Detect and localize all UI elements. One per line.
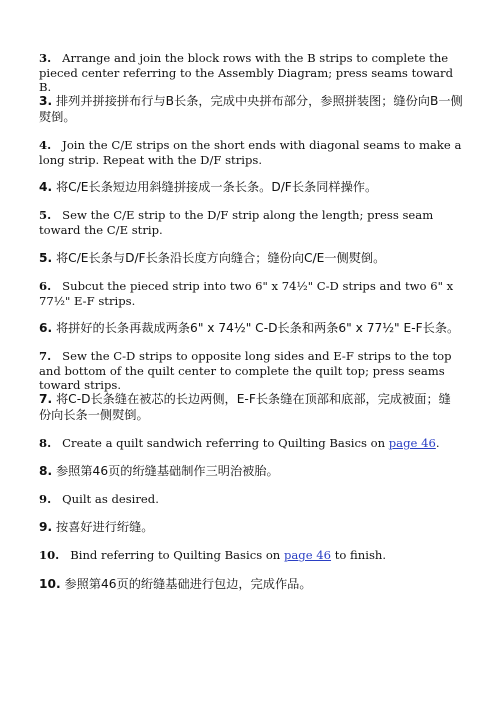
step-7-english	[39, 349, 463, 393]
step-8-chinese	[39, 463, 463, 479]
step-text: Arrange and join the block rows with the B strips to complete the pieced center referring to the Assembly Diagram; press seams toward B.	[39, 51, 454, 94]
step-6-english	[39, 279, 463, 308]
step-8-english	[39, 436, 463, 451]
step-9-chinese	[39, 519, 463, 535]
step-number: 3.	[39, 51, 52, 65]
step-number: 4.	[39, 138, 52, 152]
step-text: Bind referring to Quilting Basics on	[70, 548, 284, 562]
step-number: 6.	[39, 321, 53, 335]
step-7-chinese	[39, 391, 463, 423]
step-text: 将C-D长条缝在被芯的长边两侧，E-F长条缝在顶部和底部，完成被面；缝份向长条一侧熨倒。	[39, 392, 451, 422]
step-text: 参照第46页的绗缝基础进行包边，完成作品。	[60, 577, 312, 591]
step-number: 8.	[39, 464, 53, 478]
step-number: 5.	[39, 251, 53, 265]
step-text: 按喜好进行绗缝。	[52, 520, 154, 534]
step-text: Quilt as desired.	[62, 492, 159, 506]
step-number: 4.	[39, 180, 53, 194]
step-3-chinese	[39, 93, 463, 125]
step-9-english	[39, 492, 463, 507]
step-text: Sew the C-D strips to opposite long sides and E-F strips to the top and bottom of the quilt center to complete the quilt top; press seams toward strips.	[39, 349, 452, 392]
step-number: 5.	[39, 208, 52, 222]
step-number: 10.	[39, 548, 60, 562]
step-5-chinese	[39, 250, 463, 266]
step-3-english	[39, 51, 463, 95]
page-46-link[interactable]: page 46	[283, 548, 332, 562]
step-text: Join the C/E strips on the short ends with diagonal seams to make a long strip. Repeat with the D/F strips.	[39, 138, 462, 167]
step-number: 10.	[39, 577, 61, 591]
step-number: 9.	[39, 520, 53, 534]
step-text: 排列并拼接拼布行与B长条，完成中央拼布部分，参照拼装图；缝份向B一侧熨倒。	[39, 94, 463, 124]
step-text-end: to finish.	[331, 548, 387, 562]
page-46-link[interactable]: page 46	[388, 436, 436, 450]
step-number: 7.	[39, 349, 52, 363]
step-number: 6.	[39, 279, 52, 293]
step-4-chinese	[39, 179, 463, 195]
step-4-english	[39, 138, 463, 167]
step-text: Subcut the pieced strip into two 6" x 74½" C-D strips and two 6" x 77½" E-F strips.	[39, 279, 454, 308]
step-text: Sew the C/E strip to the D/F strip along the length; press seam toward the C/E strip.	[39, 208, 434, 237]
step-text: 将C/E长条短边用斜缝拼接成一条长条。D/F长条同样操作。	[52, 180, 378, 194]
step-text: Create a quilt sandwich referring to Quilting Basics on	[62, 436, 389, 450]
step-number: 8.	[39, 436, 52, 450]
step-number: 9.	[39, 492, 52, 506]
step-number: 3.	[39, 94, 53, 108]
step-6-chinese	[39, 320, 463, 336]
step-text: 参照第46页的绗缝基础制作三明治被胎。	[52, 464, 279, 478]
step-10-english	[39, 548, 463, 563]
step-text: 将拼好的长条再裁成两条6" x 74½" C-D长条和两条6" x 77½" E-F长条。	[52, 321, 460, 335]
step-text: 将C/E长条与D/F长条沿长度方向缝合；缝份向C/E一侧熨倒。	[52, 251, 386, 265]
step-10-chinese	[39, 576, 463, 592]
step-number: 7.	[39, 392, 53, 406]
step-5-english	[39, 208, 463, 237]
step-text-end: .	[435, 436, 440, 450]
